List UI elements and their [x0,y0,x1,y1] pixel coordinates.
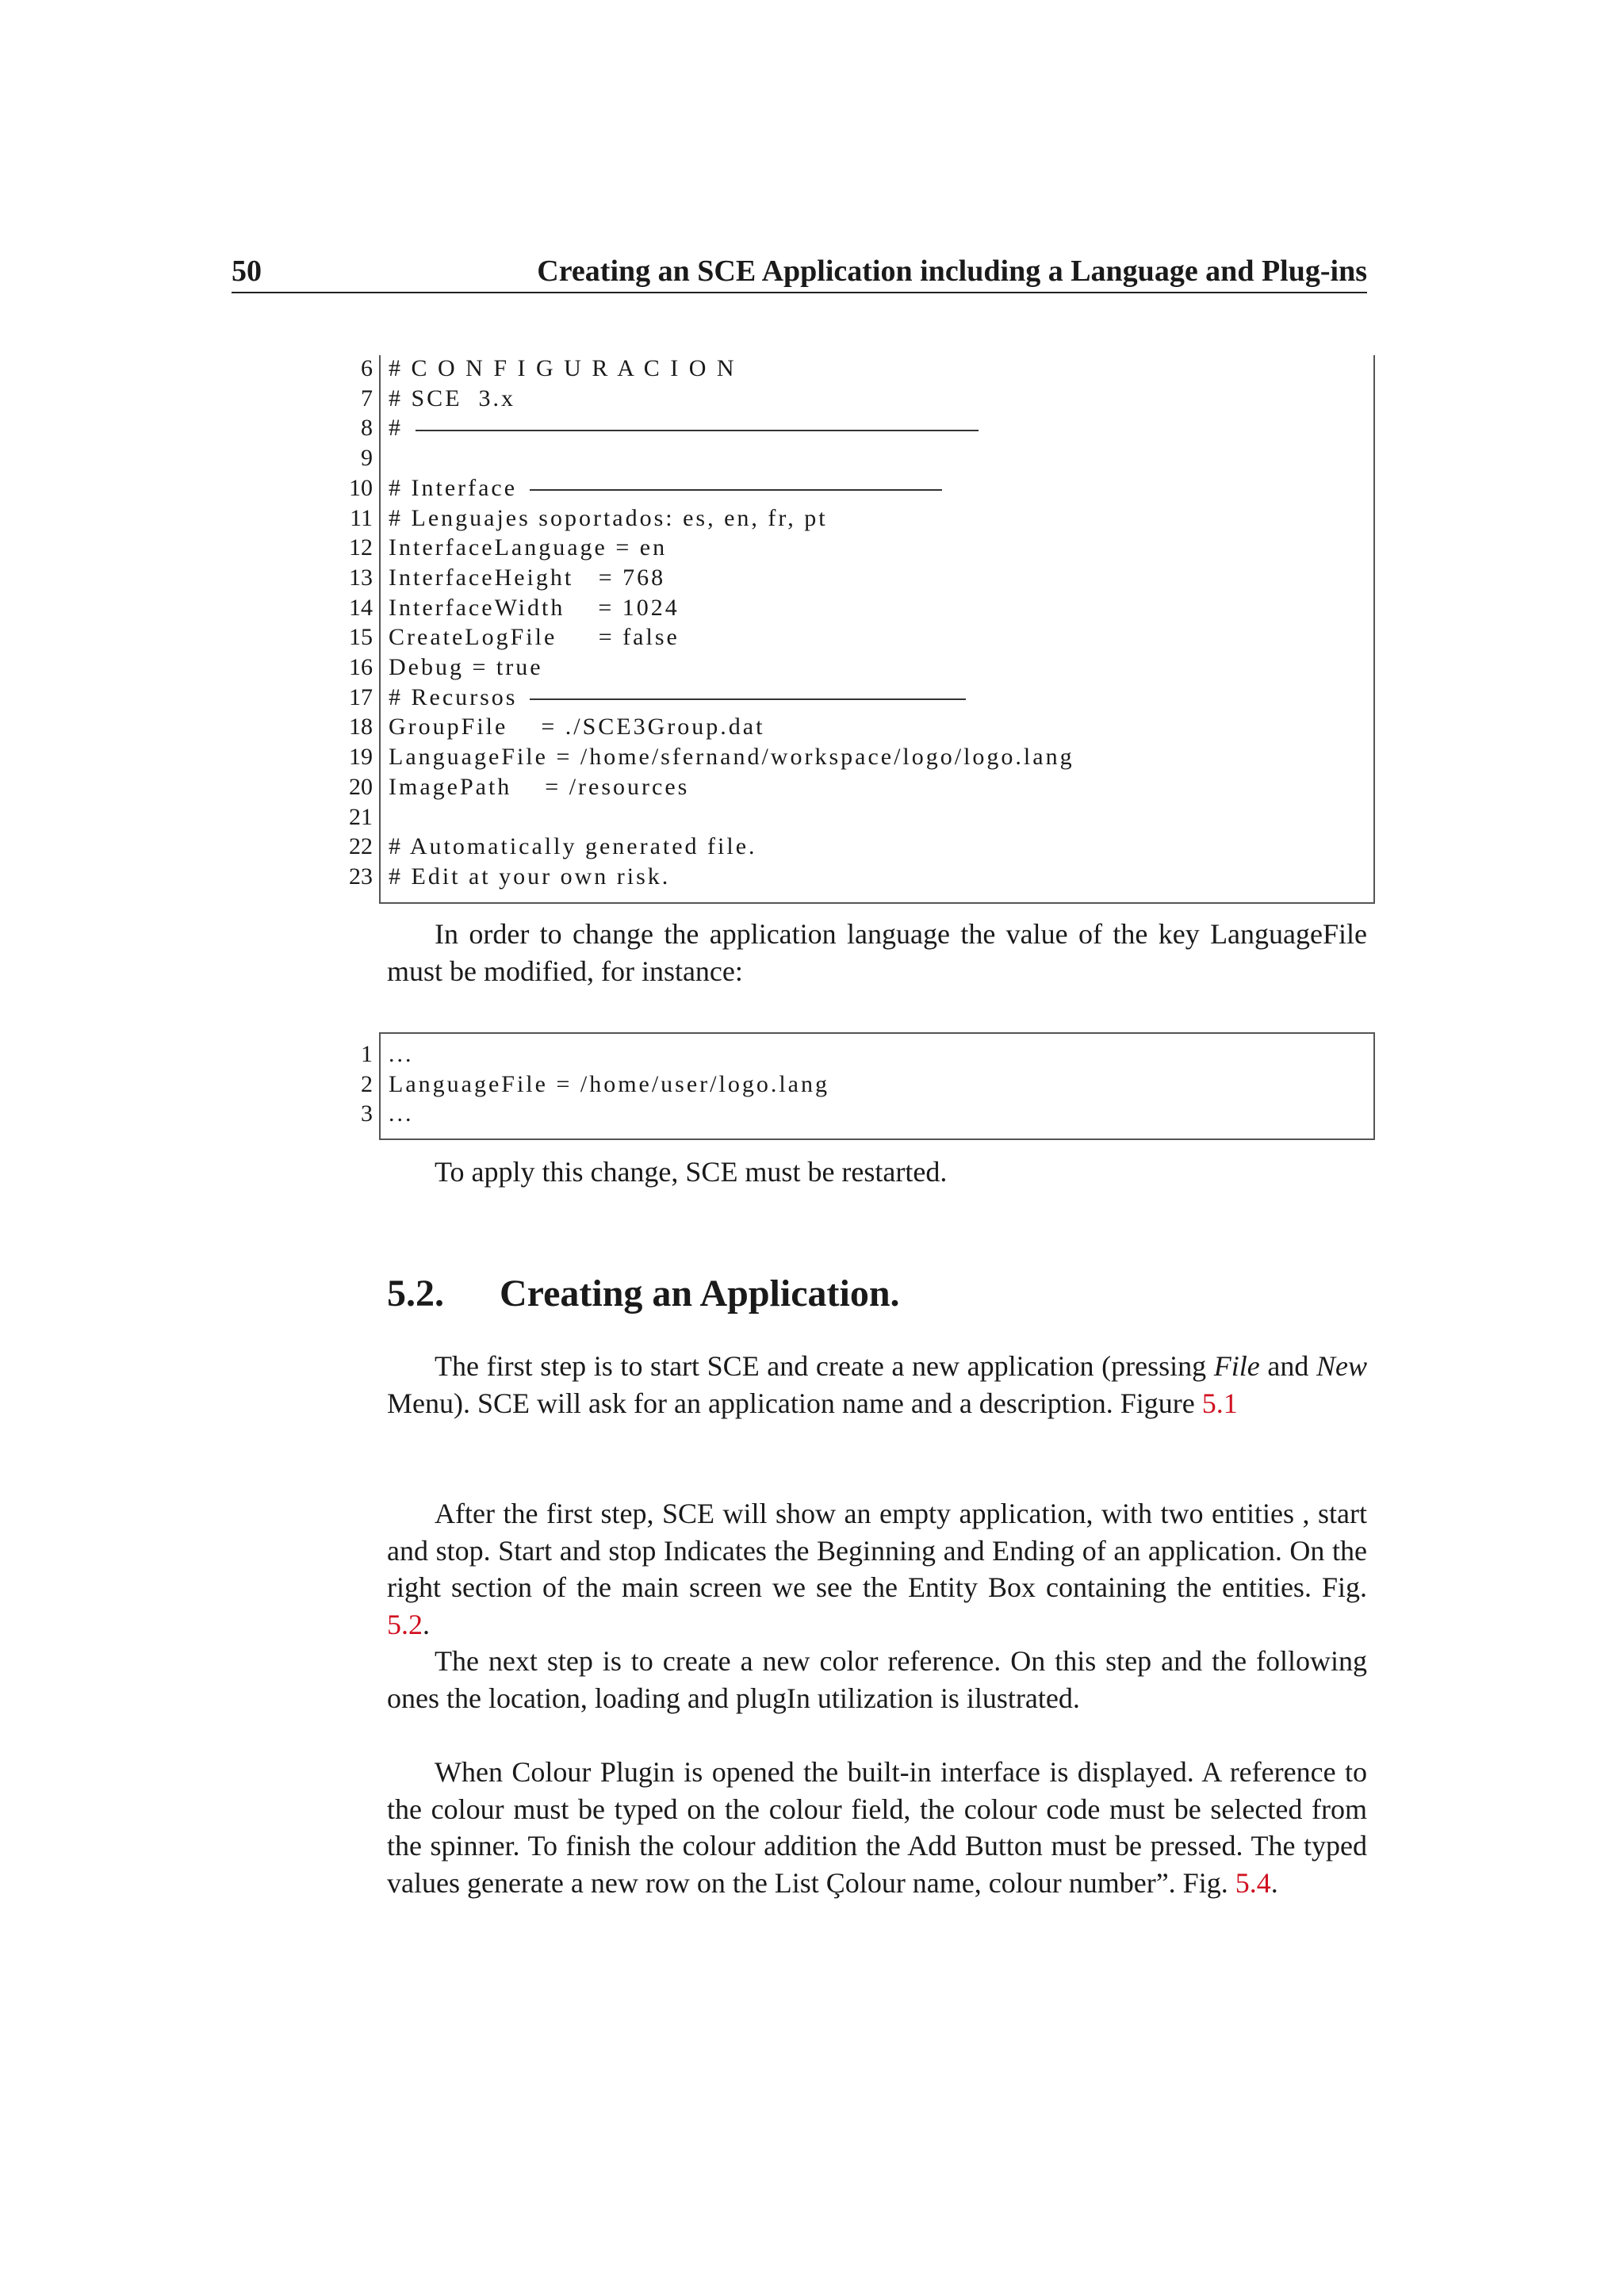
code-line: LanguageFile = /home/user/logo.lang [389,1070,829,1097]
code-line: InterfaceLanguage = en [389,534,668,561]
line-number: 11 [350,504,373,531]
paragraph-colour-plugin: When Colour Plugin is opened the built-in interface is displayed. A reference to the colour must be typed on the colour field, the colour code must be selected from the spinner. To finish the colour addition the Add Button must be pressed. The typed values generate a new row on the List Çolour name, colour number”. Fig. 5.4. [387,1756,1367,1899]
code-line: ... [389,1041,414,1067]
section-heading [387,1272,900,1315]
page-number: 50 [232,254,262,288]
comment-rule [530,698,966,700]
code-line: # C O N F I G U R A C I O N [389,355,737,381]
line-number: 17 [349,683,373,710]
line-number: 16 [349,654,373,680]
running-header [232,254,1367,293]
code-line: ImagePath = /resources [389,773,690,800]
code-line: InterfaceWidth = 1024 [389,594,680,621]
line-number: 19 [349,744,373,771]
figure-ref-5-4[interactable]: 5.4 [1235,1866,1271,1899]
line-number: 2 [361,1070,373,1097]
code-line: Debug = true [389,654,543,680]
code-line: # SCE 3.x [389,385,516,411]
line-number: 20 [349,773,373,800]
code-line: # Lenguajes soportados: es, en, fr, pt [389,504,828,531]
comment-rule [530,489,942,491]
section-title-text: Creating an Application. [500,1272,900,1314]
code-line: # [389,413,979,443]
line-number: 22 [349,833,373,860]
paragraph-restart: To apply this change, SCE must be restarted. [435,1156,948,1188]
paragraph-next-step: The next step is to create a new color reference. On this step and the following ones the location, loading and plugIn utilization is ilustrated. [387,1645,1367,1714]
figure-ref-5-2[interactable]: 5.2 [387,1608,423,1640]
code-line: CreateLogFile = false [389,624,680,651]
code-line: LanguageFile = /home/sfernand/workspace/logo/logo.lang [389,744,1074,771]
paragraph-after-first-step: After the first step, SCE will show an empty application, with two entities , start and stop. Start and stop Indicates the Beginning and Ending of an application. On the right section of the main screen we see the Entity Box containing the entities. Fig. 5.2. [387,1498,1367,1640]
line-number: 9 [361,445,373,472]
comment-rule [416,430,979,431]
line-number: 23 [349,863,373,890]
line-number: 14 [349,594,373,621]
line-number: 13 [349,564,373,591]
paragraph-language-change: In order to change the application language the value of the key LanguageFile must be modified, for instance: [387,918,1367,987]
code-line: # Edit at your own risk. [389,863,671,890]
line-number: 8 [361,415,373,442]
code-line: InterfaceHeight = 768 [389,564,666,591]
figure-ref-5-1[interactable]: 5.1 [1201,1387,1238,1419]
running-title: Creating an SCE Application including a Language and Plug-ins [537,254,1367,288]
line-number: 15 [349,624,373,651]
code-line: # Recursos [389,683,966,713]
line-number: 10 [349,474,373,501]
line-number: 7 [361,385,373,411]
line-number: 18 [349,714,373,740]
code-line: # Interface [389,473,942,503]
code-line: # Automatically generated file. [389,833,757,860]
line-number: 6 [361,355,373,381]
code-line: ... [389,1100,414,1127]
paragraph-first-step: The first step is to start SCE and create a new application (pressing File and New Menu). SCE will ask for an application name and a description. Figure 5.1 [387,1350,1367,1419]
code-line: GroupFile = ./SCE3Group.dat [389,714,765,740]
line-number: 1 [361,1041,373,1067]
line-number: 12 [349,534,373,561]
line-number: 3 [361,1100,373,1127]
line-number: 21 [349,803,373,830]
section-number: 5.2. [387,1272,444,1314]
